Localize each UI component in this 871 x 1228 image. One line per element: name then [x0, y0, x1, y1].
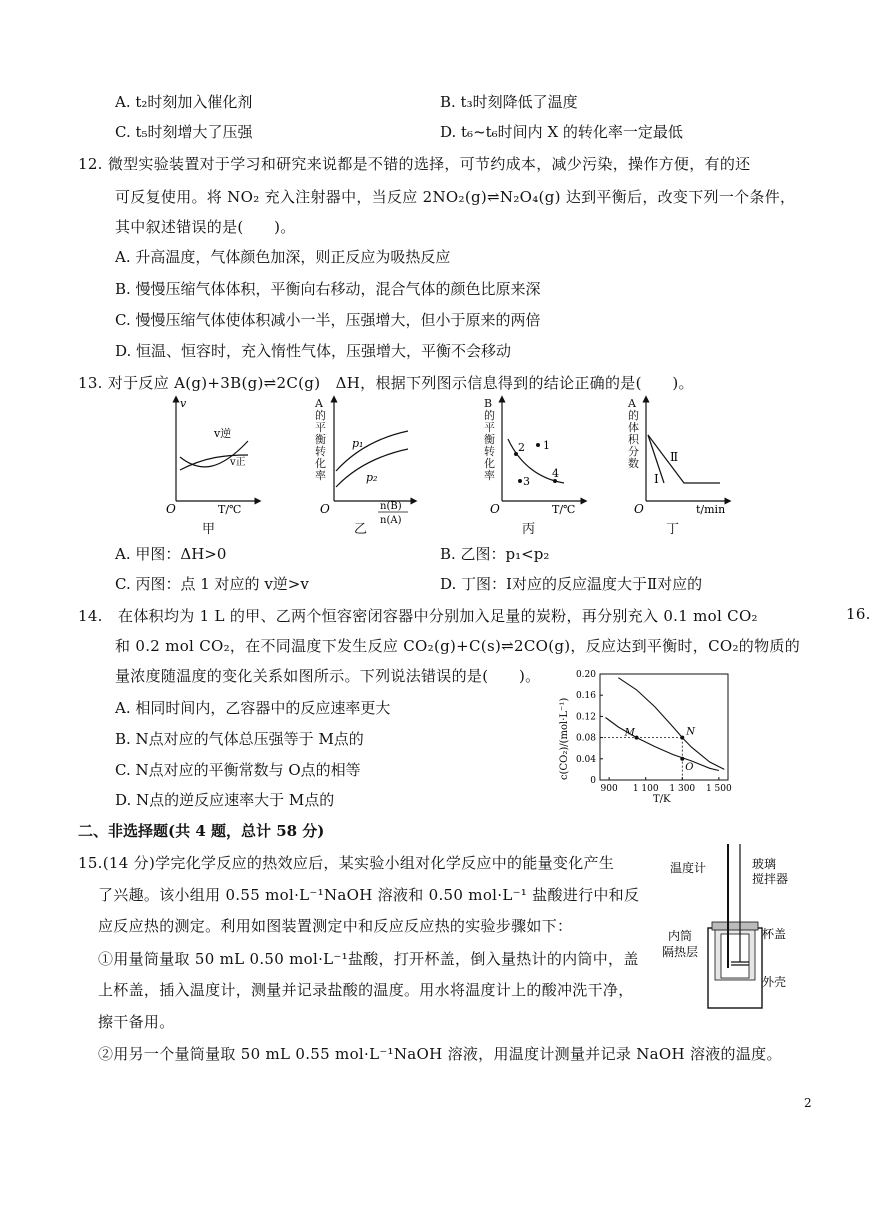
fig-bing-y-label: B的平衡转化率: [484, 397, 495, 482]
q12-stem-line2: 可反复使用。将 NO₂ 充入注射器中，当反应 2NO₂(g)⇌N₂O₄(g) 达到平衡后，改变下列一个条件，: [115, 188, 796, 206]
axis-x-label: t/min: [696, 503, 726, 516]
q12-stem-line1: 12. 微型实验装置对于学习和研究来说都是不错的选择，可节约成本，减少污染，操作方便，有的还: [78, 155, 751, 173]
curve-II: [648, 435, 720, 483]
curve-v-forward-label: v正: [230, 457, 246, 468]
point-2-label: 2: [518, 441, 525, 454]
q11-option-c: C. t₅时刻增大了压强: [115, 123, 253, 141]
fig-ding-caption: 丁: [666, 522, 680, 537]
q14-option-d: D. N点的逆反应速率大于 M点的: [115, 791, 335, 809]
label-thermometer: 温度计: [670, 861, 707, 875]
q13-figure-bing: [480, 395, 590, 515]
label-insulation: 隔热层: [662, 945, 699, 959]
label-stirrer-1: 玻璃: [752, 857, 777, 871]
q12-option-c: C. 慢慢压缩气体使体积减小一半，压强增大，但小于原来的两倍: [115, 311, 541, 329]
page-number: 2: [804, 1096, 812, 1110]
q15-step1-line3: 擦干备用。: [98, 1013, 175, 1031]
q13-option-b: B. 乙图：p₁<p₂: [440, 545, 550, 563]
q14-stem-line3: 量浓度随温度的变化关系如图所示。下列说法错误的是( )。: [115, 667, 541, 685]
q14-option-c: C. N点对应的平衡常数与 O点的相等: [115, 761, 361, 779]
q14-stem-line1: 14. 在体积均为 1 L 的甲、乙两个恒容密闭容器中分别加入足量的炭粉，再分别充入 0.1 mol CO₂: [78, 607, 758, 625]
fig-yi-y-label: A的平衡转化率: [315, 397, 326, 482]
axis-x-numerator: n(B): [380, 501, 402, 512]
curve-I-label: Ⅰ: [654, 472, 659, 486]
x-tick-label: 1 500: [705, 784, 732, 794]
curve-p2-label: p₂: [366, 471, 378, 484]
q12-option-a: A. 升高温度，气体颜色加深，则正反应为吸热反应: [115, 248, 451, 266]
point-N: [680, 736, 684, 740]
q11-option-d: D. t₆~t₆时间内 X 的转化率一定最低: [440, 123, 683, 141]
axis-x-denominator: n(A): [380, 515, 402, 526]
point-3-label: 3: [523, 475, 530, 488]
p1-curve: [336, 431, 408, 471]
inner-cylinder: [721, 934, 749, 978]
q11-option-b: B. t₃时刻降低了温度: [440, 93, 578, 111]
q14-stem-line2: 和 0.2 mol CO₂，在不同温度下发生反应 CO₂(g)+C(s)⇌2CO(g)，反应达到平衡时，CO₂的物质的: [115, 637, 800, 655]
y-tick-label: 0.20: [575, 670, 596, 680]
origin-label: O: [320, 502, 330, 516]
margin-mark: 16.: [846, 605, 871, 623]
series-line-1: [618, 678, 724, 770]
q15-step2: ②用另一个量筒量取 50 mL 0.55 mol·L⁻¹NaOH 溶液，用温度计测量并记录 NaOH 溶液的温度。: [98, 1045, 782, 1063]
label-stirrer-2: 搅拌器: [752, 872, 789, 886]
q14-option-b: B. N点对应的气体总压强等于 M点的: [115, 730, 364, 748]
label-shell: 外壳: [762, 975, 787, 989]
origin-label: O: [634, 502, 644, 516]
x-tick-label: 1 100: [632, 784, 659, 794]
axis-x-label: T/K: [653, 794, 671, 805]
point-M: [635, 736, 639, 740]
curve-II-label: Ⅱ: [670, 450, 679, 464]
calorimeter-diagram: [662, 838, 789, 1013]
section-2-title: 二、非选择题(共 4 题，总计 58 分): [78, 822, 325, 840]
y-tick-label: 0: [590, 776, 596, 786]
point-1-label: 1: [543, 439, 550, 452]
q14-option-a: A. 相同时间内，乙容器中的反应速率更大: [115, 699, 391, 717]
axis-y-label: v: [180, 397, 187, 410]
curve-v-reverse-label: v逆: [214, 427, 232, 440]
q12-option-b: B. 慢慢压缩气体体积，平衡向右移动，混合气体的颜色比原来深: [115, 280, 541, 298]
label-lid: 杯盖: [762, 927, 787, 941]
q13-figure-jia: [160, 395, 260, 515]
q15-stem-line3: 应反应热的测定。利用如图装置测定中和反应反应热的实验步骤如下：: [98, 917, 573, 935]
q11-option-a: A. t₂时刻加入催化剂: [115, 93, 253, 111]
axis-y-label: c(CO₂)/(mol·L⁻¹): [559, 697, 570, 780]
origin-label: O: [490, 502, 500, 516]
q13-stem: 13. 对于反应 A(g)+3B(g)⇌2C(g) ΔH，根据下列图示信息得到的结论正确的是( )。: [78, 374, 694, 392]
x-tick-label: 1 300: [669, 784, 696, 794]
point-O: [680, 757, 684, 761]
origin-label: O: [166, 502, 176, 516]
q13-figure-ding: [624, 395, 734, 515]
fig-bing-caption: 丙: [522, 522, 536, 537]
q15-step1-line1: ①用量筒量取 50 mL 0.50 mol·L⁻¹盐酸，打开杯盖，倒入量热计的内筒中，盖: [98, 950, 639, 968]
q14-chart: [545, 668, 745, 808]
axis-x-label: T/℃: [552, 503, 576, 516]
point-1: [536, 443, 540, 447]
q12-option-d: D. 恒温、恒容时，充入惰性气体，压强增大，平衡不会移动: [115, 342, 512, 360]
point-3: [518, 479, 522, 483]
label-inner-cylinder: 内筒: [668, 929, 693, 943]
point-M-label: M: [624, 727, 635, 739]
q13-option-d: D. 丁图：Ⅰ对应的反应温度大于Ⅱ对应的: [440, 575, 703, 593]
series-line-2: [606, 718, 719, 771]
point-4-label: 4: [552, 467, 559, 480]
fig-yi-caption: 乙: [354, 522, 368, 537]
y-tick-label: 0.12: [575, 712, 596, 723]
y-tick-label: 0.04: [575, 754, 596, 765]
q13-option-c: C. 丙图：点 1 对应的 v逆>v: [115, 575, 309, 593]
point-N-label: N: [686, 726, 696, 738]
y-tick-label: 0.16: [575, 691, 596, 702]
q15-stem-line2: 了兴趣。该小组用 0.55 mol·L⁻¹NaOH 溶液和 0.50 mol·L⁻¹ 盐酸进行中和反: [98, 886, 640, 904]
fig-ding-y-label: A的体积分数: [628, 397, 639, 470]
q12-stem-line3: 其中叙述错误的是( )。: [115, 218, 296, 236]
q15-step1-line2: 上杯盖，插入温度计，测量并记录盐酸的温度。用水将温度计上的酸冲洗干净，: [98, 981, 634, 999]
point-O-label: O: [685, 761, 694, 773]
y-tick-label: 0.08: [575, 733, 596, 744]
axis-x-label: T/℃: [218, 503, 242, 516]
q15-stem-line1: 15.(14 分)学完化学反应的热效应后，某实验小组对化学反应中的能量变化产生: [78, 854, 615, 872]
curve-p1-label: p₁: [352, 437, 364, 450]
q13-option-a: A. 甲图：ΔH>0: [115, 545, 227, 563]
fig-jia-caption: 甲: [202, 522, 216, 537]
cup-lid: [712, 922, 758, 930]
x-tick-label: 900: [600, 784, 618, 794]
